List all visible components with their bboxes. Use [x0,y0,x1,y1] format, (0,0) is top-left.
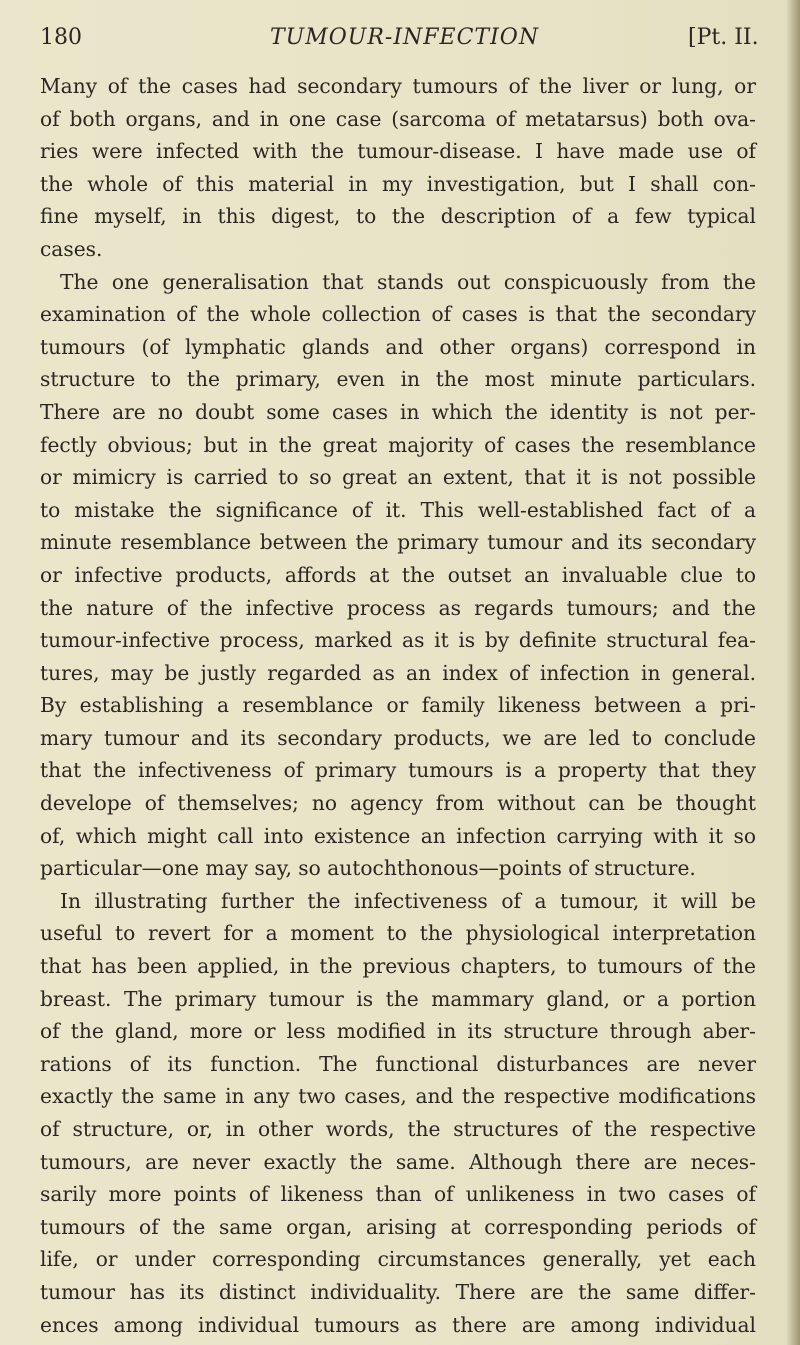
running-title: TUMOUR-INFECTION [270,25,540,50]
text-line: particular—one may say, so autochthonous—points of structure. [40,856,696,881]
text-line: or infective products, affords at the outset an invaluable clue to [40,562,756,587]
text-line: The one generalisation that stands out conspicuously from the [60,269,756,294]
text-line: fine myself, in this digest, to the description of a few typical [40,204,756,229]
text-line: develope of themselves; no agency from without can be thought [40,791,756,816]
part-label: [Pt. II. [688,25,759,50]
text-line: rations of its function. The functional disturbances are never [40,1051,756,1076]
text-line: of, which might call into existence an infection carrying with it so [40,823,756,848]
text-line: of structure, or, in other words, the structures of the respective [40,1117,756,1141]
page-number: 180 [40,25,82,50]
body-text [40,70,756,1341]
text-line: tumours of the same organ, arising at corresponding periods of [40,1214,756,1239]
text-line: that the infectiveness of primary tumours is a property that they [40,758,756,783]
text-line: or mimicry is carried to so great an extent, that it is not possible [40,465,756,490]
text-line: sarily more points of likeness than of unlikeness in two cases of [40,1182,756,1207]
text-line: ences among individual tumours as there are among individual [40,1312,756,1337]
text-line: of both organs, and in one case (sarcoma of metatarsus) both ova- [40,106,756,131]
page-edge-shadow [786,0,800,1345]
text-line: life, or under corresponding circumstances generally, yet each [40,1247,756,1272]
text-line: tures, may be justly regarded as an index of infection in general. [40,660,756,685]
text-line: tumours (of lymphatic glands and other organs) correspond in [40,334,756,359]
text-line: In illustrating further the infectiveness of a tumour, it will be [60,888,756,913]
text-line: tumour has its distinct individuality. There are the same differ- [40,1279,756,1304]
text-line: structure to the primary, even in the most minute particulars. [40,367,756,392]
text-line: tumours, are never exactly the same. Although there are neces- [40,1149,756,1174]
text-line: the nature of the infective process as regards tumours; and the [40,595,756,620]
text-line: to mistake the significance of it. This well-established fact of a [40,497,756,522]
text-line: ries were infected with the tumour-disease. I have made use of [40,139,756,164]
text-line: fectly obvious; but in the great majority of cases the resemblance [40,432,756,457]
text-line: cases. [40,236,103,261]
text-line: of the gland, more or less modified in its structure through aber- [40,1019,756,1044]
text-line: Many of the cases had secondary tumours of the liver or lung, or [40,74,756,98]
text-line: exactly the same in any two cases, and the respective modifications [40,1084,756,1109]
text-line: breast. The primary tumour is the mammary gland, or a portion [40,986,756,1011]
page-header [40,20,770,56]
text-line: minute resemblance between the primary tumour and its secondary [40,530,756,555]
text-line: that has been applied, in the previous chapters, to tumours of the [40,954,756,979]
text-line: By establishing a resemblance or family likeness between a pri- [40,693,756,718]
text-line: There are no doubt some cases in which the identity is not per- [40,399,756,424]
text-line: tumour-infective process, marked as it is by definite structural fea- [40,628,756,653]
text-line: examination of the whole collection of cases is that the secondary [40,302,756,327]
text-line: mary tumour and its secondary products, we are led to conclude [40,725,756,750]
text-line: the whole of this material in my investigation, but I shall con- [40,171,756,196]
text-line: useful to revert for a moment to the physiological interpretation [40,921,756,946]
